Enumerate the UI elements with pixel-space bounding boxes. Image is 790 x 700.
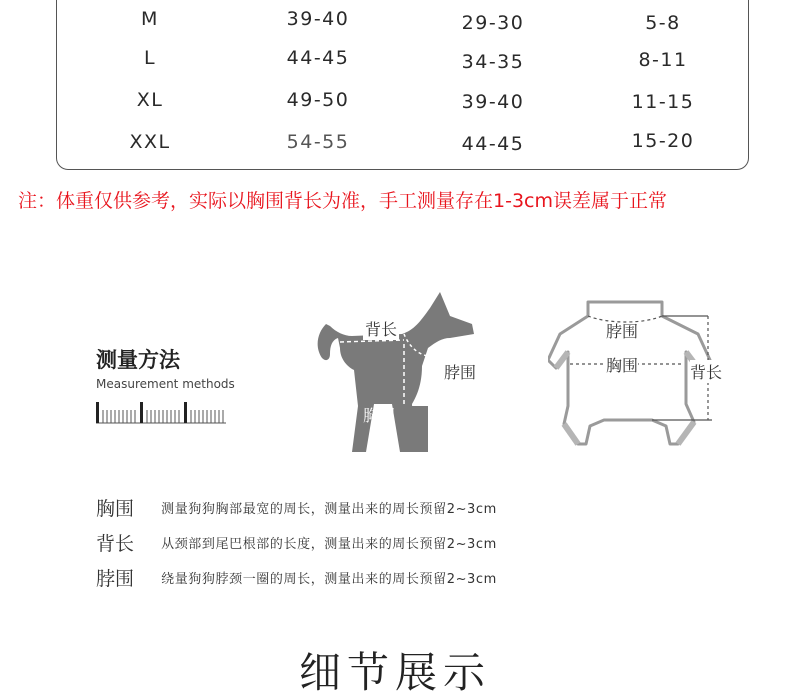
table-row <box>0 85 790 115</box>
table-row <box>0 4 790 34</box>
back-cell: 29-30 <box>461 12 525 34</box>
chest-cell: 54-55 <box>286 131 350 153</box>
back-cell: 44-45 <box>461 133 525 155</box>
table-row <box>0 43 790 73</box>
desc-term: 背长 <box>96 533 135 555</box>
chest-cell: 49-50 <box>286 89 350 111</box>
measure-title: 测量方法 <box>96 348 180 372</box>
desc-text: 测量狗狗胸部最宽的周长，测量出来的周长预留2~3cm <box>161 502 497 517</box>
desc-chest <box>96 494 497 522</box>
measure-subtitle: Measurement methods <box>96 377 235 391</box>
detail-heading: 细节展示 <box>298 648 491 697</box>
weight-cell: 8-11 <box>638 49 688 71</box>
desc-text: 从颈部到尾巴根部的长度，测量出来的周长预留2~3cm <box>161 537 497 552</box>
table-row <box>0 127 790 157</box>
back-cell: 34-35 <box>461 51 525 73</box>
back-cell: 39-40 <box>461 91 525 113</box>
dog-chest-label: 胸围 <box>363 406 396 425</box>
desc-term: 脖围 <box>96 568 135 590</box>
size-cell: M <box>141 8 159 30</box>
size-note: 注：体重仅供参考，实际以胸围背长为准，手工测量存在1-3cm误差属于正常 <box>18 190 667 212</box>
weight-cell: 15-20 <box>631 130 695 152</box>
weight-cell: 5-8 <box>645 12 681 34</box>
shirt-neck-label: 脖围 <box>606 322 639 341</box>
ruler-icon <box>96 396 236 426</box>
dog-neck-label: 脖围 <box>444 363 477 382</box>
size-cell: L <box>143 47 157 69</box>
shirt-back-label: 背长 <box>690 360 722 383</box>
desc-term: 胸围 <box>96 498 135 520</box>
desc-back <box>96 529 497 557</box>
chest-cell: 44-45 <box>286 47 350 69</box>
desc-neck <box>96 564 497 592</box>
shirt-chest-label: 胸围 <box>606 353 638 376</box>
chest-cell: 39-40 <box>286 8 350 30</box>
desc-text: 绕量狗狗脖颈一圈的周长，测量出来的周长预留2~3cm <box>161 572 497 587</box>
size-cell: XXL <box>129 131 171 153</box>
weight-cell: 11-15 <box>631 91 695 113</box>
dog-back-label: 背长 <box>363 317 399 340</box>
size-cell: XL <box>136 89 164 111</box>
